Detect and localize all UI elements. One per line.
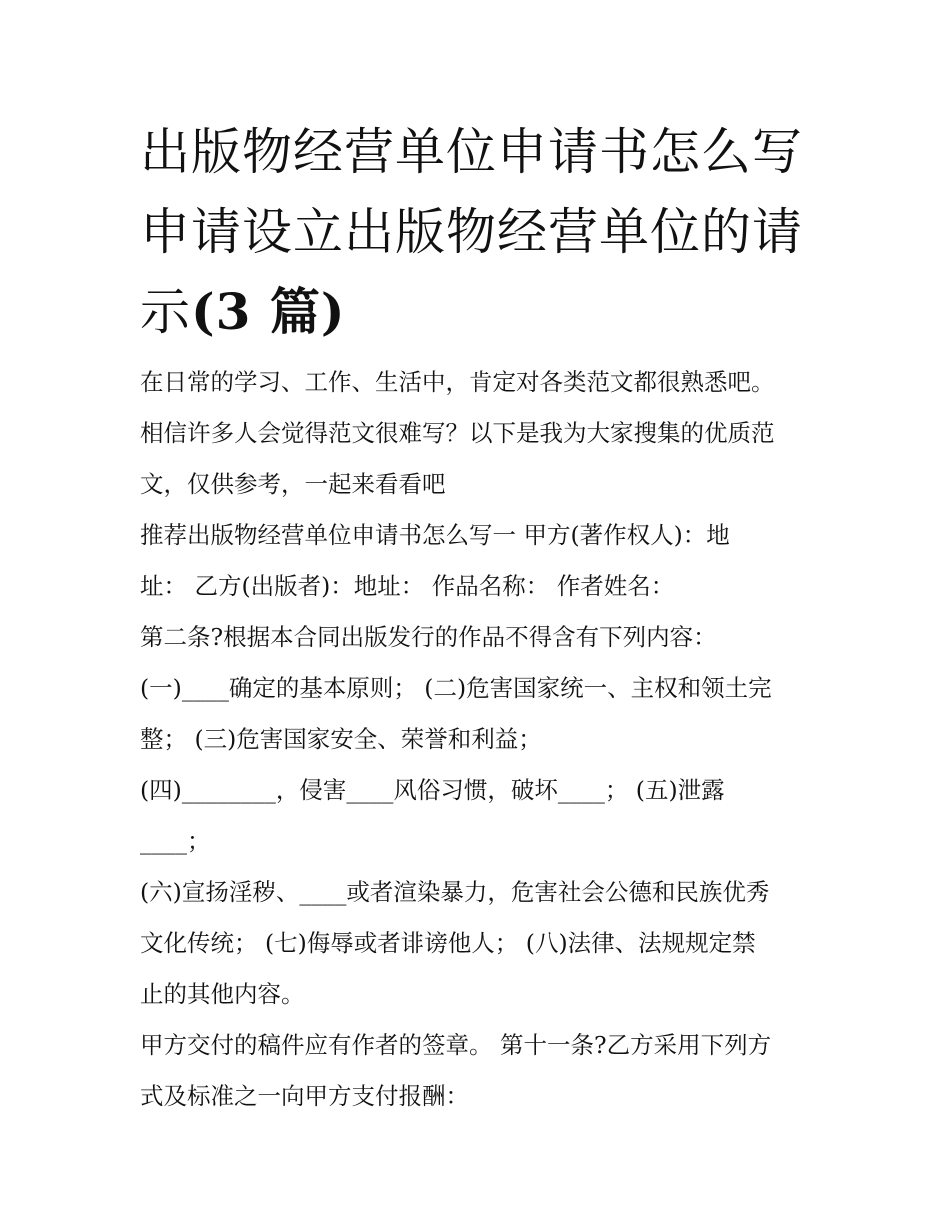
title-line-3 <box>140 272 840 352</box>
title-line-3-count: (3 篇) <box>191 282 346 341</box>
title-line-1: 出版物经营单位申请书怎么写 <box>140 123 803 181</box>
body-line-12: 文化传统； (七)侮辱或者诽谤他人； (八)法律、法规规定禁 <box>140 929 756 957</box>
body-line-10: ____； <box>140 827 211 855</box>
title-line-2: 申请设立出版物经营单位的请 <box>140 203 803 261</box>
body-line-7: (一)____确定的基本原则； (二)危害国家统一、主权和领土完 <box>140 674 772 702</box>
body-line-3: 文，仅供参考，一起来看看吧 <box>140 470 446 498</box>
document-body <box>140 357 830 1122</box>
body-line-14: 甲方交付的稿件应有作者的签章。 第十一条?乙方采用下列方 <box>140 1031 772 1059</box>
body-line-6: 第二条?根据本合同出版发行的作品不得含有下列内容： <box>140 623 717 651</box>
body-line-2: 相信许多人会觉得范文很难写？以下是我为大家搜集的优质范 <box>140 419 775 447</box>
body-line-15: 式及标准之一向甲方支付报酬： <box>140 1082 469 1110</box>
title-line-3-text: 示 <box>140 283 191 341</box>
body-line-5: 址： 乙方(出版者)：地址： 作品名称： 作者姓名： <box>140 572 675 600</box>
body-line-4: 推荐出版物经营单位申请书怎么写一 甲方(著作权人)：地 <box>140 521 730 549</box>
body-line-9: (四)________，侵害____风俗习惯，破坏____； (五)泄露 <box>140 776 725 804</box>
body-line-11: (六)宣扬淫秽、____或者渲染暴力，危害社会公德和民族优秀 <box>140 878 770 906</box>
document-title <box>140 112 840 352</box>
body-line-1: 在日常的学习、工作、生活中，肯定对各类范文都很熟悉吧。 <box>140 368 775 396</box>
body-line-8: 整； (三)危害国家安全、荣誉和利益； <box>140 725 542 753</box>
body-line-13: 止的其他内容。 <box>140 980 305 1008</box>
